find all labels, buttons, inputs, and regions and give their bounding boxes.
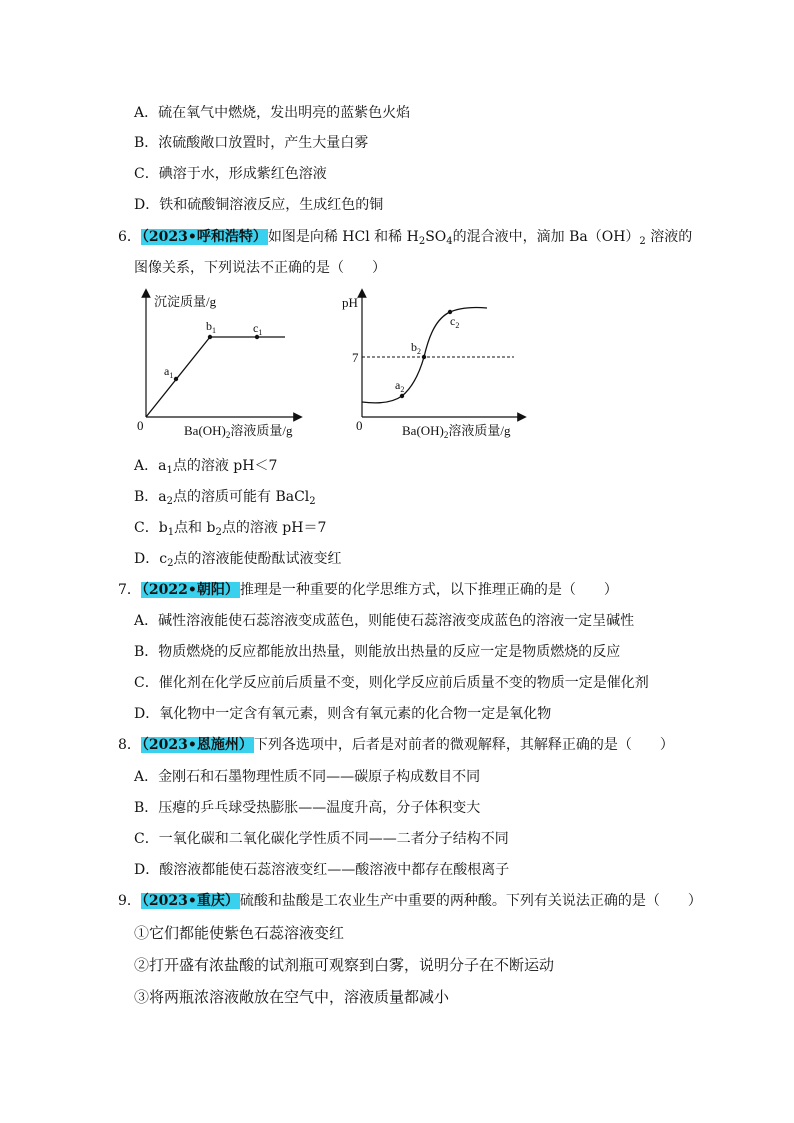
option-d: D．铁和硫酸铜溶液反应，生成红色的铜 — [134, 197, 384, 213]
q9-item-3: ③将两瓶浓溶液敞放在空气中，溶液质量都减小 — [134, 988, 450, 1006]
question-number: 9． — [118, 893, 141, 909]
q6-option-b: B．$a_2$点的溶质可能有 BaCl$_2$ — [134, 489, 316, 507]
source-tag: （2022•朝阳） — [141, 582, 239, 598]
label-c1: $c_1$ — [253, 321, 263, 337]
option-c: C．碘溶于水，形成紫红色溶液 — [134, 166, 327, 182]
source-tag: （2023•恩施州） — [141, 737, 253, 753]
question-9-stem: 9．（2023•重庆）硫酸和盐酸是工农业生产中重要的两种酸。下列有关说法正确的是（ ） — [118, 893, 702, 909]
question-number: 8． — [118, 737, 141, 753]
label-b2: $b_2$ — [411, 340, 421, 356]
q6-option-a: A．$a_1$点的溶液 pH＜7 — [134, 458, 278, 476]
point-a2 — [400, 394, 404, 398]
point-b2 — [422, 355, 426, 359]
q8-option-a: A．金刚石和石墨物理性质不同——碳原子构成数目不同 — [134, 769, 481, 785]
left-y-axis-label: 沉淀质量/g — [154, 294, 217, 309]
graph-figure — [130, 285, 530, 445]
source-tag: （2023•呼和浩特） — [141, 229, 267, 245]
q7-option-c: C．催化剂在化学反应前后质量不变，则化学反应前后质量不变的物质一定是催化剂 — [134, 675, 649, 691]
precipitate-graph — [137, 293, 298, 440]
q8-option-c: C．一氧化碳和二氧化碳化学性质不同——二者分子结构不同 — [134, 831, 509, 847]
label-c2: $c_2$ — [450, 314, 460, 330]
option-a: A．硫在氧气中燃烧，发出明亮的蓝紫色火焰 — [134, 105, 411, 121]
question-6-stem-line2: 图像关系，下列说法不正确的是（ ） — [134, 260, 386, 276]
q9-item-1: ①它们都能使紫色石蕊溶液变红 — [134, 924, 345, 942]
q8-option-d: D．酸溶液都能使石蕊溶液变红——酸溶液中都存在酸根离子 — [134, 862, 510, 878]
question-8-stem: 8．（2023•恩施州）下列各选项中，后者是对前者的微观解释，其解释正确的是（ ） — [118, 737, 674, 753]
q9-item-2: ②打开盛有浓盐酸的试剂瓶可观察到白雾，说明分子在不断运动 — [134, 956, 555, 974]
point-b1 — [208, 335, 212, 339]
option-b: B．浓硫酸敞口放置时，产生大量白雾 — [134, 135, 369, 151]
right-origin-label: 0 — [356, 418, 363, 433]
label-a1: $a_1$ — [164, 364, 174, 380]
right-x-axis-label: $Ba(OH)_2$溶液质量/g — [402, 423, 511, 440]
q6-option-c: C．$b_1$点和 $b_2$点的溶液 pH＝7 — [134, 520, 327, 538]
label-b1: $b_1$ — [206, 319, 216, 335]
question-number: 7． — [118, 582, 141, 598]
ph-seven-label: 7 — [352, 350, 359, 365]
q6-option-d: D．$c_2$点的溶液能使酚酞试液变红 — [134, 551, 342, 569]
q8-option-b: B．压瘪的乒乓球受热膨胀——温度升高，分子体积变大 — [134, 800, 481, 816]
point-a1 — [174, 377, 178, 381]
q7-option-d: D．氧化物中一定含有氧元素，则含有氧元素的化合物一定是氧化物 — [134, 706, 552, 722]
question-7-stem: 7．（2022•朝阳）推理是一种重要的化学思维方式，以下推理正确的是（ ） — [118, 582, 618, 598]
source-tag: （2023•重庆） — [141, 893, 239, 909]
ph-graph — [342, 293, 522, 440]
label-a2: $a_2$ — [395, 378, 405, 394]
question-number: 6． — [118, 229, 141, 245]
q7-option-a: A．碱性溶液能使石蕊溶液变成蓝色，则能使石蕊溶液变成蓝色的溶液一定呈碱性 — [134, 613, 635, 629]
question-6-stem: 6．（2023•呼和浩特）如图是向稀 HCl 和稀 $H_2SO_4$的混合液中，滴加 $Ba(OH)_2$ 溶液的 — [118, 229, 693, 247]
left-x-axis-label: $Ba(OH)_2$溶液质量/g — [184, 423, 293, 440]
left-origin-label: 0 — [137, 418, 144, 433]
right-y-axis-label: pH — [342, 295, 358, 310]
q7-option-b: B．物质燃烧的反应都能放出热量，则能放出热量的反应一定是物质燃烧的反应 — [134, 644, 621, 660]
